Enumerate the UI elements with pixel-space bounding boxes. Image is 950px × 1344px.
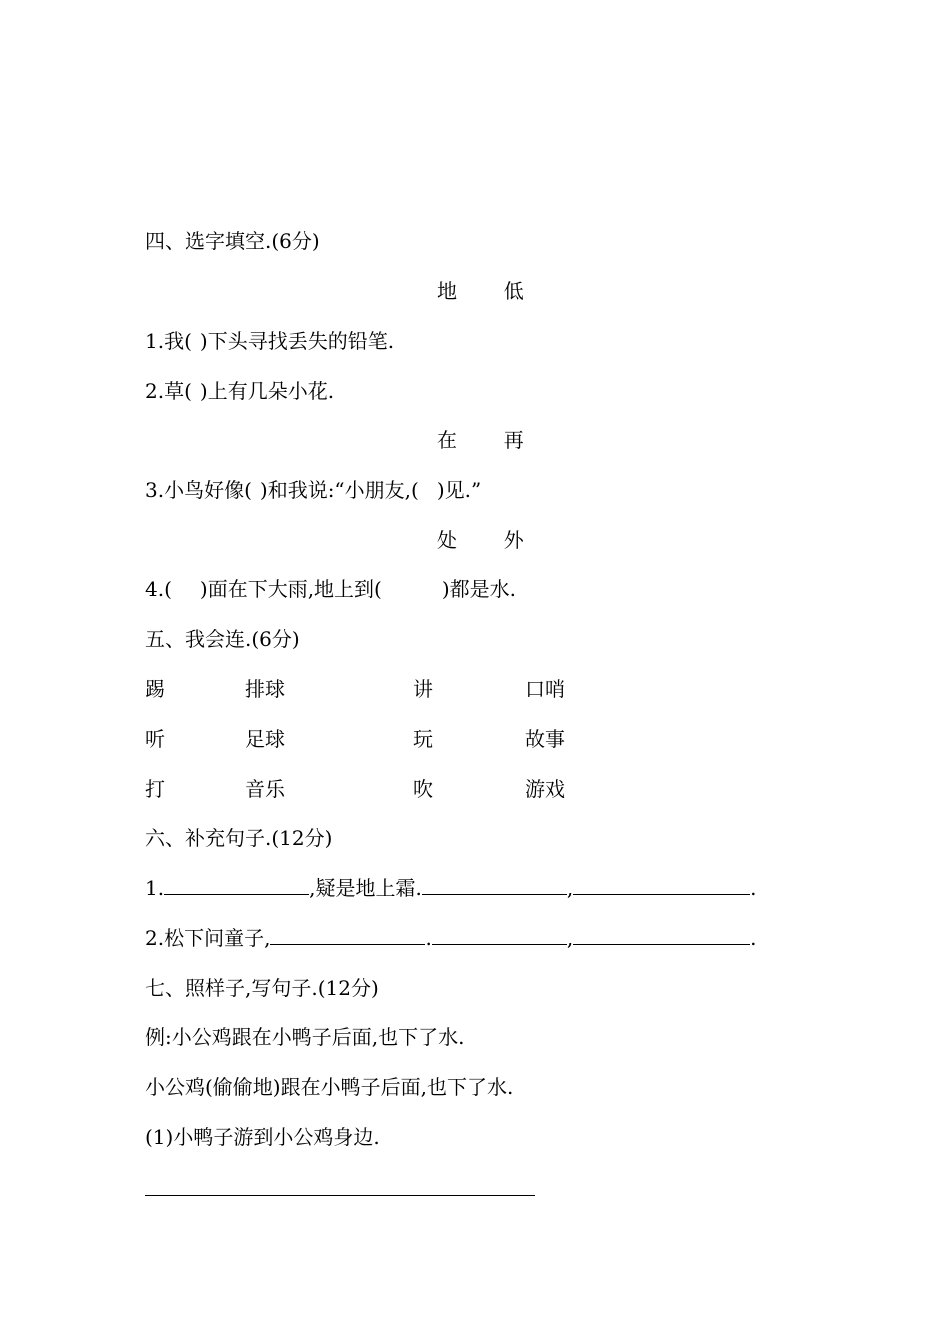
answer-blank[interactable] xyxy=(270,926,425,945)
choice-word: 地 xyxy=(437,279,457,303)
question-4-1: 1.我( )下头寻找丢失的铅笔. xyxy=(145,329,395,353)
match-item[interactable]: 听 xyxy=(145,727,165,751)
match-item[interactable]: 音乐 xyxy=(245,777,285,801)
example-sentence: 例:小公鸡跟在小鸭子后面,也下了水. xyxy=(145,1025,465,1049)
question-4-2: 2.草( )上有几朵小花. xyxy=(145,379,335,403)
answer-blank[interactable] xyxy=(422,876,567,895)
answer-blank[interactable] xyxy=(432,926,567,945)
match-item[interactable]: 吹 xyxy=(413,777,433,801)
section-5-heading: 五、我会连.(6分) xyxy=(145,627,300,651)
word-choice-group-3 xyxy=(437,527,524,553)
match-item[interactable]: 故事 xyxy=(525,727,565,751)
choice-word: 低 xyxy=(503,279,524,303)
question-7-1: (1)小鸭子游到小公鸡身边. xyxy=(145,1125,380,1149)
question-6-2: 2.松下问童子, . , . xyxy=(145,926,757,950)
choice-word: 再 xyxy=(503,428,524,452)
word-choice-group-2 xyxy=(437,427,524,453)
match-item[interactable]: 足球 xyxy=(245,727,285,751)
match-item[interactable]: 口哨 xyxy=(525,677,565,701)
question-4-3: 3.小鸟好像( )和我说:“小朋友,( )见.” xyxy=(145,478,482,502)
example-answer: 小公鸡(偷偷地)跟在小鸭子后面,也下了水. xyxy=(145,1075,514,1099)
match-item[interactable]: 打 xyxy=(145,777,165,801)
match-item[interactable]: 讲 xyxy=(413,677,433,701)
choice-word: 外 xyxy=(503,528,524,552)
match-item[interactable]: 玩 xyxy=(413,727,433,751)
question-4-4: 4.( )面在下大雨,地上到( )都是水. xyxy=(145,577,517,601)
choice-word: 在 xyxy=(437,428,457,452)
answer-blank[interactable] xyxy=(573,926,750,945)
question-6-1: 1. ,疑是地上霜. , . xyxy=(145,876,757,900)
match-item[interactable]: 排球 xyxy=(245,677,285,701)
word-choice-group-1 xyxy=(437,278,524,304)
section-7-heading: 七、照样子,写句子.(12分) xyxy=(145,976,379,1000)
match-item[interactable]: 游戏 xyxy=(525,777,565,801)
match-item[interactable]: 踢 xyxy=(145,677,165,701)
section-6-heading: 六、补充句子.(12分) xyxy=(145,826,333,850)
choice-word: 处 xyxy=(437,528,457,552)
section-4-heading: 四、选字填空.(6分) xyxy=(145,229,320,253)
answer-line[interactable] xyxy=(145,1195,535,1196)
answer-blank[interactable] xyxy=(573,876,750,895)
answer-blank[interactable] xyxy=(164,876,309,895)
